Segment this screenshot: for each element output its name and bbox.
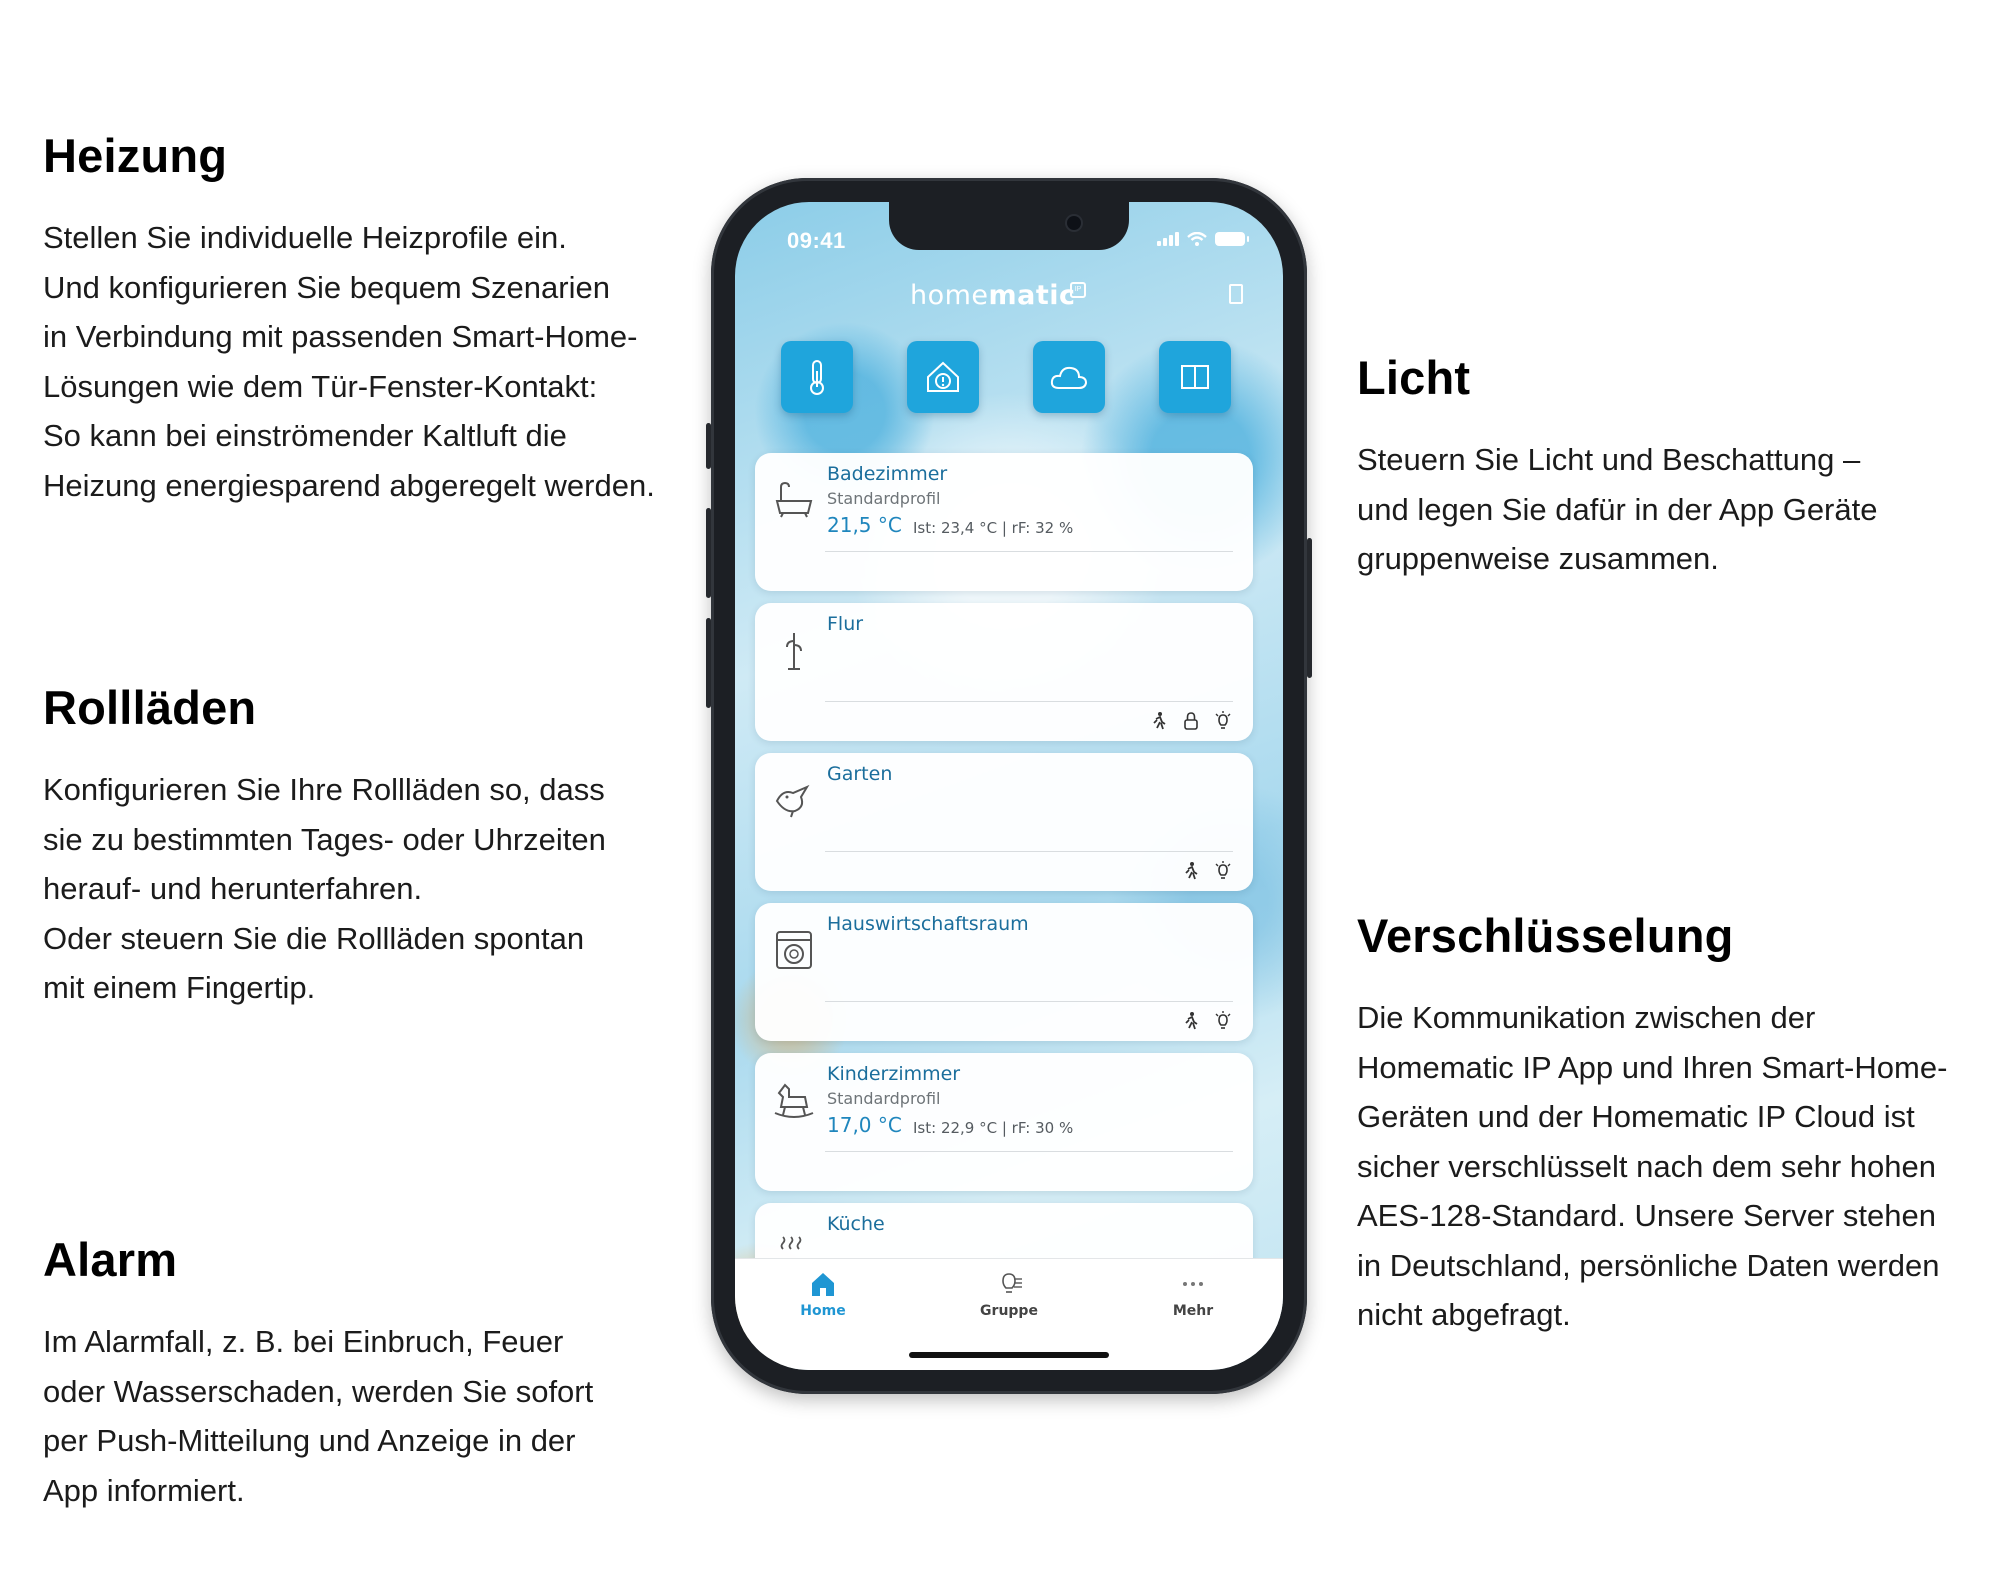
feature-licht: [1357, 350, 1957, 584]
status-icons: [1157, 232, 1245, 246]
feature-title: Licht: [1357, 351, 1471, 404]
washing-machine-icon: [771, 927, 817, 973]
feature-text: Konfigurieren Sie Ihre Rollläden so, dass sie zu bestimmten Tages- oder Uhrzeiten herauf- und herunterfahren. Oder steuern Sie die Rollläden spontan mit einem Fingertip.: [43, 772, 606, 1005]
bulb-icon: [1213, 861, 1233, 881]
feature-text: Stellen Sie individuelle Heizprofile ein. Und konfigurieren Sie bequem Szenarien in Verbindung mit passenden Smart-Home- Lösungen wie dem Tür-Fenster-Kontakt: So kann bei einströmender Kaltluft die Heizung energiesparend abgeregelt werden.: [43, 220, 655, 503]
room-status-icons: [1181, 1011, 1233, 1031]
weather-button[interactable]: [1033, 341, 1105, 413]
tab-bar: [735, 1258, 1283, 1370]
window-icon: [1178, 360, 1212, 394]
logo-text-light: home: [910, 280, 989, 311]
home-indicator: [909, 1352, 1109, 1358]
divider: [825, 1151, 1233, 1152]
room-card-badezimmer[interactable]: [755, 453, 1253, 591]
coat-rack-icon: [771, 627, 817, 673]
app-screen: [735, 202, 1283, 1370]
notch: [889, 202, 1129, 250]
phone-mockup: [711, 178, 1307, 1394]
feature-text: Die Kommunikation zwischen der Homematic IP App und Ihren Smart-Home- Geräten und der Homematic IP Cloud ist sicher verschlüsselt nach dem sehr hohen AES-128-Standard. Unsere Server stehen in Deutschland, persönliche Daten werden nicht abgefragt.: [1357, 1000, 1948, 1332]
room-info: Ist: 23,4 °C | rF: 32 %: [913, 519, 1074, 537]
rocking-horse-icon: [771, 1077, 817, 1123]
logo-text-bold: matic: [988, 280, 1076, 311]
battery-icon: [1215, 232, 1245, 246]
lock-icon: [1181, 711, 1201, 731]
thermometer-icon: [800, 357, 834, 397]
room-setpoint: 21,5 °C: [827, 513, 902, 537]
tab-label: Mehr: [1172, 1303, 1214, 1319]
room-card-garten[interactable]: [755, 753, 1253, 891]
room-name: Hauswirtschaftsraum: [827, 913, 1029, 935]
quick-actions: [781, 341, 1231, 413]
room-name: Küche: [827, 1213, 885, 1235]
home-icon: [808, 1269, 838, 1299]
app-logo: [910, 280, 1076, 311]
room-info: Ist: 22,9 °C | rF: 30 %: [913, 1119, 1074, 1137]
room-name: Badezimmer: [827, 463, 948, 485]
bulb-icon: [1213, 711, 1233, 731]
logo-badge: IP: [1070, 282, 1086, 298]
room-profile: Standardprofil: [827, 489, 941, 508]
room-status-icons: [1149, 711, 1233, 731]
group-icon: [994, 1269, 1024, 1299]
tab-mehr[interactable]: [1133, 1269, 1253, 1319]
room-profile: Standardprofil: [827, 1089, 941, 1108]
feature-title: Alarm: [43, 1233, 178, 1286]
feature-alarm: [43, 1232, 683, 1515]
shutter-button[interactable]: [1159, 341, 1231, 413]
feature-title: Heizung: [43, 129, 228, 182]
divider: [825, 1001, 1233, 1002]
security-button[interactable]: [907, 341, 979, 413]
room-name: Flur: [827, 613, 864, 635]
motion-icon: [1181, 861, 1201, 881]
camera: [1067, 216, 1081, 230]
power-button: [1307, 538, 1312, 678]
cloud-icon: [1049, 362, 1089, 392]
feature-title: Verschlüsselung: [1357, 909, 1734, 962]
room-name: Kinderzimmer: [827, 1063, 961, 1085]
bulb-icon: [1213, 1011, 1233, 1031]
room-status-icons: [1181, 861, 1233, 881]
motion-icon: [1149, 711, 1169, 731]
signal-icon: [1157, 232, 1179, 246]
room-name: Garten: [827, 763, 893, 785]
climate-button[interactable]: [781, 341, 853, 413]
room-card-kinderzimmer[interactable]: [755, 1053, 1253, 1191]
feature-text: Steuern Sie Licht und Beschattung – und legen Sie dafür in der App Geräte gruppenweise zusammen.: [1357, 442, 1878, 576]
feature-rolllaeden: [43, 680, 683, 1013]
tab-label: Home: [800, 1303, 846, 1319]
bird-icon: [771, 777, 817, 823]
motion-icon: [1181, 1011, 1201, 1031]
feature-text: Im Alarmfall, z. B. bei Einbruch, Feuer oder Wasserschaden, werden Sie sofort per Push-Mitteilung und Anzeige in der App informiert.: [43, 1324, 594, 1508]
tab-home[interactable]: [763, 1269, 883, 1319]
house-alert-icon: [923, 357, 963, 397]
feature-verschluesselung: [1357, 908, 1987, 1340]
volume-down-button: [706, 618, 711, 708]
room-setpoint: 17,0 °C: [827, 1113, 902, 1137]
divider: [825, 851, 1233, 852]
feature-heizung: [43, 128, 703, 510]
feature-title: Rollläden: [43, 681, 257, 734]
divider: [825, 701, 1233, 702]
volume-up-button: [706, 508, 711, 598]
tab-gruppe[interactable]: [949, 1269, 1069, 1319]
room-card-flur[interactable]: [755, 603, 1253, 741]
divider: [825, 551, 1233, 552]
device-icon[interactable]: [1229, 284, 1243, 304]
wifi-icon: [1187, 232, 1207, 246]
mute-switch: [706, 423, 711, 469]
more-icon: [1178, 1269, 1208, 1299]
tab-label: Gruppe: [980, 1303, 1038, 1319]
status-time: 09:41: [787, 228, 846, 253]
room-card-hauswirtschaftsraum[interactable]: [755, 903, 1253, 1041]
bathtub-icon: [771, 477, 817, 523]
